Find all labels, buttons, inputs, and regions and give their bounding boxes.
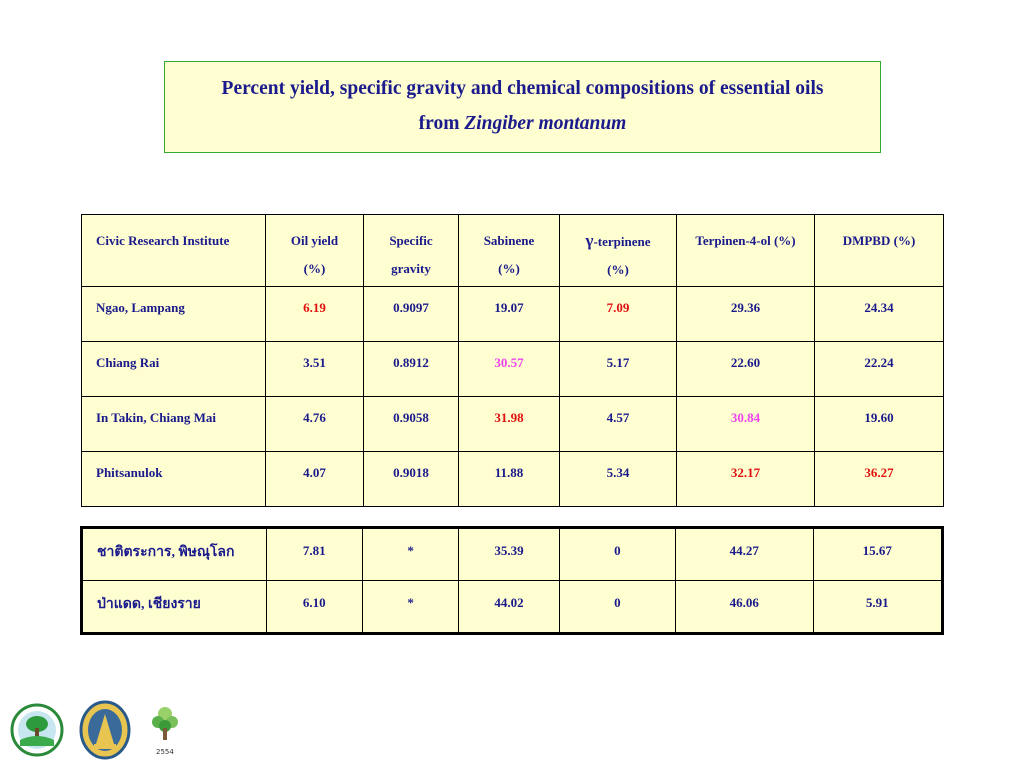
header-institute: Civic Research Institute (82, 215, 266, 287)
cell-terpinen-4-ol: 30.84 (677, 397, 815, 452)
cell-terpinen-4-ol: 22.60 (677, 342, 815, 397)
table-row (82, 397, 944, 452)
cell-gamma-terpinene: 0 (559, 528, 675, 581)
svg-text:2554: 2554 (156, 748, 174, 756)
cell-oil-yield: 6.10 (266, 581, 362, 634)
cell-specific-gravity: * (362, 581, 458, 634)
cell-oil-yield: 4.76 (266, 397, 364, 452)
cell-terpinen-4-ol: 32.17 (677, 452, 815, 507)
table-row (82, 342, 944, 397)
header-gamma-terpinene: γ-terpinene (%) (560, 215, 677, 287)
cell-terpinen-4-ol: 44.27 (676, 528, 813, 581)
cell-gamma-terpinene: 4.57 (560, 397, 677, 452)
cell-terpinen-4-ol: 29.36 (677, 287, 815, 342)
row-name: ป่าแดด, เชียงราย (82, 581, 267, 634)
cell-dmpbd: 5.91 (813, 581, 943, 634)
title-line-1: Percent yield, specific gravity and chemical compositions of essential oils (221, 78, 824, 99)
cell-specific-gravity: 0.9058 (364, 397, 459, 452)
row-name: Ngao, Lampang (82, 287, 266, 342)
cell-sabinene: 30.57 (459, 342, 560, 397)
row-name: ชาติตระการ, พิษณุโลก (82, 528, 267, 581)
table-row (82, 581, 943, 634)
cell-oil-yield: 6.19 (266, 287, 364, 342)
table-row (82, 287, 944, 342)
cell-specific-gravity: 0.9097 (364, 287, 459, 342)
table-row (82, 452, 944, 507)
cell-sabinene: 35.39 (459, 528, 559, 581)
row-name: In Takin, Chiang Mai (82, 397, 266, 452)
cell-sabinene: 31.98 (459, 397, 560, 452)
cell-terpinen-4-ol: 46.06 (676, 581, 813, 634)
cell-dmpbd: 15.67 (813, 528, 943, 581)
cell-gamma-terpinene: 5.17 (560, 342, 677, 397)
header-oil-yield: Oil yield (%) (266, 215, 364, 287)
cell-gamma-terpinene: 7.09 (560, 287, 677, 342)
header-dmpbd: DMPBD (%) (815, 215, 944, 287)
cell-specific-gravity: 0.8912 (364, 342, 459, 397)
results-table (81, 214, 944, 507)
cell-dmpbd: 36.27 (815, 452, 944, 507)
cell-dmpbd: 24.34 (815, 287, 944, 342)
institute-logo-icon (12, 705, 62, 755)
cell-oil-yield: 3.51 (266, 342, 364, 397)
cell-sabinene: 19.07 (459, 287, 560, 342)
cell-specific-gravity: * (362, 528, 458, 581)
header-specific-gravity: Specific gravity (364, 215, 459, 287)
cell-oil-yield: 7.81 (266, 528, 362, 581)
row-name: Chiang Rai (82, 342, 266, 397)
cell-gamma-terpinene: 5.34 (560, 452, 677, 507)
cell-gamma-terpinene: 0 (559, 581, 675, 634)
cell-oil-yield: 4.07 (266, 452, 364, 507)
row-name: Phitsanulok (82, 452, 266, 507)
cell-sabinene: 11.88 (459, 452, 560, 507)
cell-sabinene: 44.02 (459, 581, 559, 634)
header-sabinene: Sabinene (%) (459, 215, 560, 287)
title-line-2: from Zingiber montanum (418, 113, 627, 134)
table-row (82, 528, 943, 581)
species-name: Zingiber montanum (464, 113, 627, 134)
cell-specific-gravity: 0.9018 (364, 452, 459, 507)
footer-logos (10, 700, 210, 760)
cell-dmpbd: 19.60 (815, 397, 944, 452)
header-terpinen-4-ol: Terpinen-4-ol (%) (677, 215, 815, 287)
slide-title (164, 61, 881, 153)
cell-dmpbd: 22.24 (815, 342, 944, 397)
table-header-row (82, 215, 944, 287)
tree-logo-icon (152, 707, 178, 756)
government-seal-icon (81, 702, 129, 758)
thai-sources-table (80, 526, 944, 635)
